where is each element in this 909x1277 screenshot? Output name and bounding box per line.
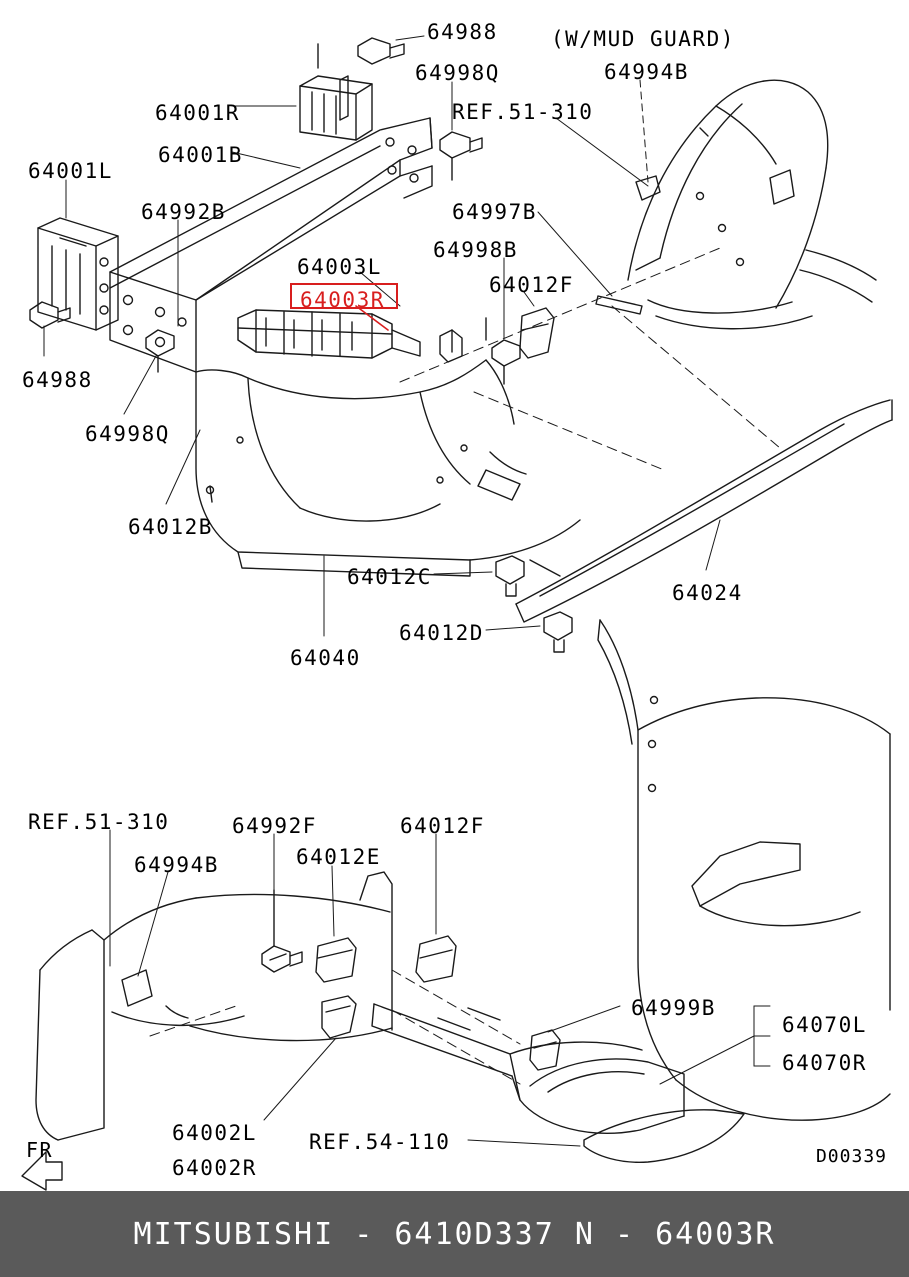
callout-label: 64992B <box>141 200 226 224</box>
callout-label: 64994B <box>604 60 689 84</box>
callout-label: 64997B <box>452 200 537 224</box>
callout-label: REF.54-110 <box>309 1130 451 1154</box>
callout-label: 64998Q <box>415 61 500 85</box>
callout-label: 64012D <box>399 621 484 645</box>
callout-label: 64012E <box>296 845 381 869</box>
callout-label: 64998Q <box>85 422 170 446</box>
callout-label: REF.51-310 <box>452 100 594 124</box>
callout-label: 64988 <box>427 20 498 44</box>
callout-label: 64070L <box>782 1013 867 1037</box>
callout-label: 64992F <box>232 814 317 838</box>
drawing-code: D00339 <box>815 1146 887 1167</box>
callout-label: 64070R <box>782 1051 867 1075</box>
footer-text: MITSUBISHI - 6410D337 N - 64003R <box>133 1216 776 1252</box>
callout-label: 64012F <box>400 814 485 838</box>
callout-label: 64002L <box>172 1121 257 1145</box>
footer-bar <box>0 1191 909 1277</box>
callout-label: 64040 <box>290 646 361 670</box>
callout-label: (W/MUD GUARD) <box>551 27 735 51</box>
callout-label: 64003L <box>297 255 382 279</box>
callout-label: 64999B <box>631 996 716 1020</box>
callout-label: 64024 <box>672 581 743 605</box>
callout-label: 64012F <box>489 273 574 297</box>
front-direction-label: FR <box>26 1138 54 1162</box>
callout-label: 64012C <box>347 565 432 589</box>
callout-label: 64001L <box>28 159 113 183</box>
callout-label: 64001B <box>158 143 243 167</box>
callout-label: 64002R <box>172 1156 257 1180</box>
callout-label: 64998B <box>433 238 518 262</box>
callout-label: 64994B <box>134 853 219 877</box>
callout-label: 64012B <box>128 515 213 539</box>
callout-label: REF.51-310 <box>28 810 170 834</box>
callout-label: 64001R <box>155 101 240 125</box>
callout-label-highlighted: 64003R <box>300 288 385 312</box>
callout-label: 64988 <box>22 368 93 392</box>
